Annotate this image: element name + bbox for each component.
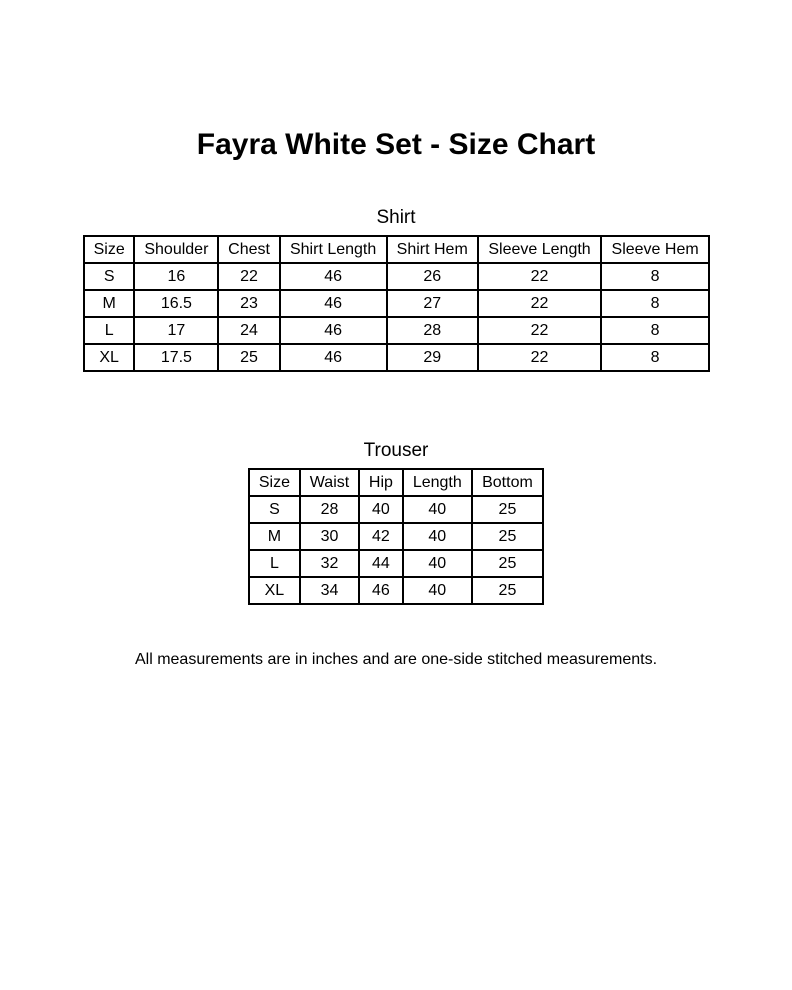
trouser-table-label: Trouser [363, 440, 429, 461]
table-cell: 23 [218, 290, 279, 317]
table-cell: 28 [387, 317, 478, 344]
table-cell: 40 [359, 496, 402, 523]
table-cell: 44 [359, 550, 402, 577]
table-cell: 24 [218, 317, 279, 344]
table-cell: L [249, 550, 300, 577]
table-cell: 8 [601, 344, 709, 371]
column-header: Chest [218, 236, 279, 263]
table-cell: M [84, 290, 134, 317]
table-row [249, 523, 543, 550]
table-cell: S [249, 496, 300, 523]
column-header: Shirt Hem [387, 236, 478, 263]
table-cell: 46 [280, 290, 387, 317]
table-cell: XL [84, 344, 134, 371]
table-cell: L [84, 317, 134, 344]
column-header: Length [403, 469, 472, 496]
column-header: Size [84, 236, 134, 263]
table-cell: S [84, 263, 134, 290]
table-header-row [249, 469, 543, 496]
table-cell: 22 [478, 263, 601, 290]
table-row [249, 577, 543, 604]
table-cell: 16 [134, 263, 218, 290]
table-cell: 27 [387, 290, 478, 317]
table-cell: 17 [134, 317, 218, 344]
table-cell: 25 [472, 496, 543, 523]
table-cell: 46 [280, 344, 387, 371]
table-cell: 46 [359, 577, 402, 604]
table-cell: 22 [478, 317, 601, 344]
shirt-size-table [83, 235, 710, 372]
table-cell: 46 [280, 263, 387, 290]
table-cell: 16.5 [134, 290, 218, 317]
table-cell: 34 [300, 577, 359, 604]
table-cell: XL [249, 577, 300, 604]
column-header: Shirt Length [280, 236, 387, 263]
table-cell: M [249, 523, 300, 550]
table-cell: 25 [218, 344, 279, 371]
table-cell: 8 [601, 317, 709, 344]
table-cell: 32 [300, 550, 359, 577]
table-cell: 26 [387, 263, 478, 290]
table-row [84, 263, 709, 290]
table-row [84, 317, 709, 344]
column-header: Sleeve Length [478, 236, 601, 263]
column-header: Bottom [472, 469, 543, 496]
column-header: Size [249, 469, 300, 496]
page-title: Fayra White Set - Size Chart [196, 128, 596, 161]
table-cell: 25 [472, 550, 543, 577]
column-header: Waist [300, 469, 359, 496]
table-cell: 30 [300, 523, 359, 550]
table-row [84, 290, 709, 317]
table-cell: 40 [403, 577, 472, 604]
table-row [84, 344, 709, 371]
table-cell: 28 [300, 496, 359, 523]
table-cell: 40 [403, 550, 472, 577]
measurement-note: All measurements are in inches and are one-side stitched measurements. [134, 651, 658, 668]
trouser-size-table [248, 468, 544, 605]
table-cell: 22 [478, 344, 601, 371]
table-row [249, 550, 543, 577]
table-cell: 8 [601, 290, 709, 317]
column-header: Sleeve Hem [601, 236, 709, 263]
table-row [249, 496, 543, 523]
table-cell: 22 [478, 290, 601, 317]
table-cell: 8 [601, 263, 709, 290]
table-cell: 25 [472, 523, 543, 550]
table-cell: 42 [359, 523, 402, 550]
table-cell: 46 [280, 317, 387, 344]
table-cell: 22 [218, 263, 279, 290]
column-header: Shoulder [134, 236, 218, 263]
table-cell: 29 [387, 344, 478, 371]
table-cell: 40 [403, 496, 472, 523]
column-header: Hip [359, 469, 402, 496]
table-header-row [84, 236, 709, 263]
table-cell: 40 [403, 523, 472, 550]
table-cell: 17.5 [134, 344, 218, 371]
table-cell: 25 [472, 577, 543, 604]
shirt-table-label: Shirt [376, 207, 416, 228]
